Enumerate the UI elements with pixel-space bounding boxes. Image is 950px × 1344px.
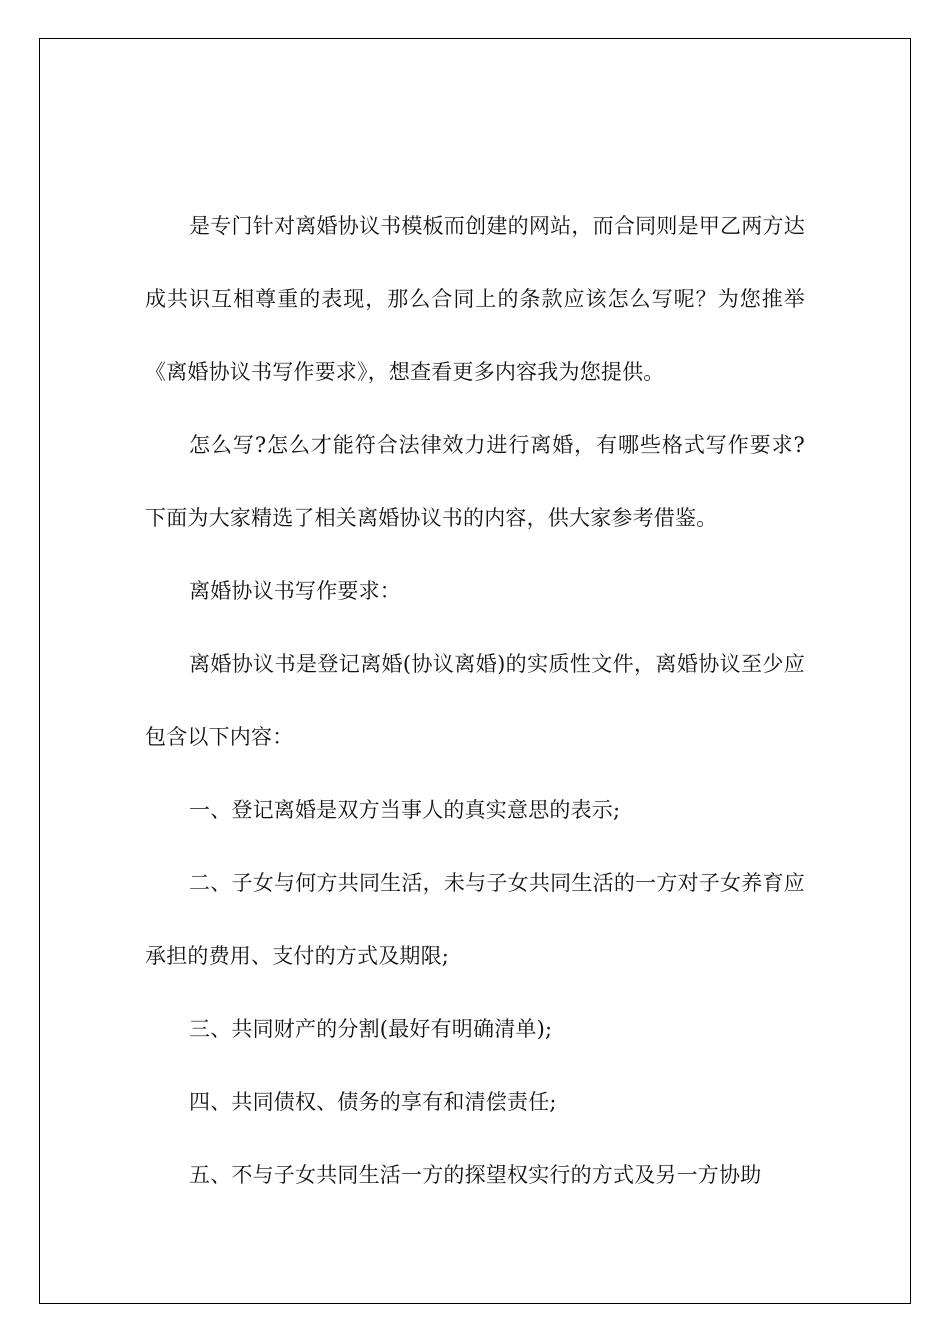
document-body bbox=[145, 190, 805, 1212]
paragraph-intro: 是专门针对离婚协议书模板而创建的网站，而合同则是甲乙两方达成共识互相尊重的表现，那么合同上的条款应该怎么写呢？为您推举《离婚协议书写作要求》，想查看更多内容我为您提供。 bbox=[145, 214, 805, 384]
list-item-2: 二、子女与何方共同生活，未与子女共同生活的一方对子女养育应承担的费用、支付的方式及期限; bbox=[145, 871, 805, 968]
list-item-1: 一、登记离婚是双方当事人的真实意思的表示; bbox=[189, 798, 621, 822]
paragraph-definition: 离婚协议书是登记离婚(协议离婚)的实质性文件，离婚协议至少应包含以下内容： bbox=[145, 652, 805, 749]
paragraph-heading: 离婚协议书写作要求： bbox=[189, 579, 401, 603]
list-item-5: 五、不与子女共同生活一方的探望权实行的方式及另一方协助 bbox=[189, 1163, 762, 1187]
paragraph-question: 怎么写?怎么才能符合法律效力进行离婚，有哪些格式写作要求?下面为大家精选了相关离婚协议书的内容，供大家参考借鉴。 bbox=[145, 433, 805, 530]
list-item-3: 三、共同财产的分割(最好有明确清单); bbox=[189, 1017, 553, 1041]
list-item-4: 四、共同债权、债务的享有和清偿责任; bbox=[189, 1090, 557, 1114]
